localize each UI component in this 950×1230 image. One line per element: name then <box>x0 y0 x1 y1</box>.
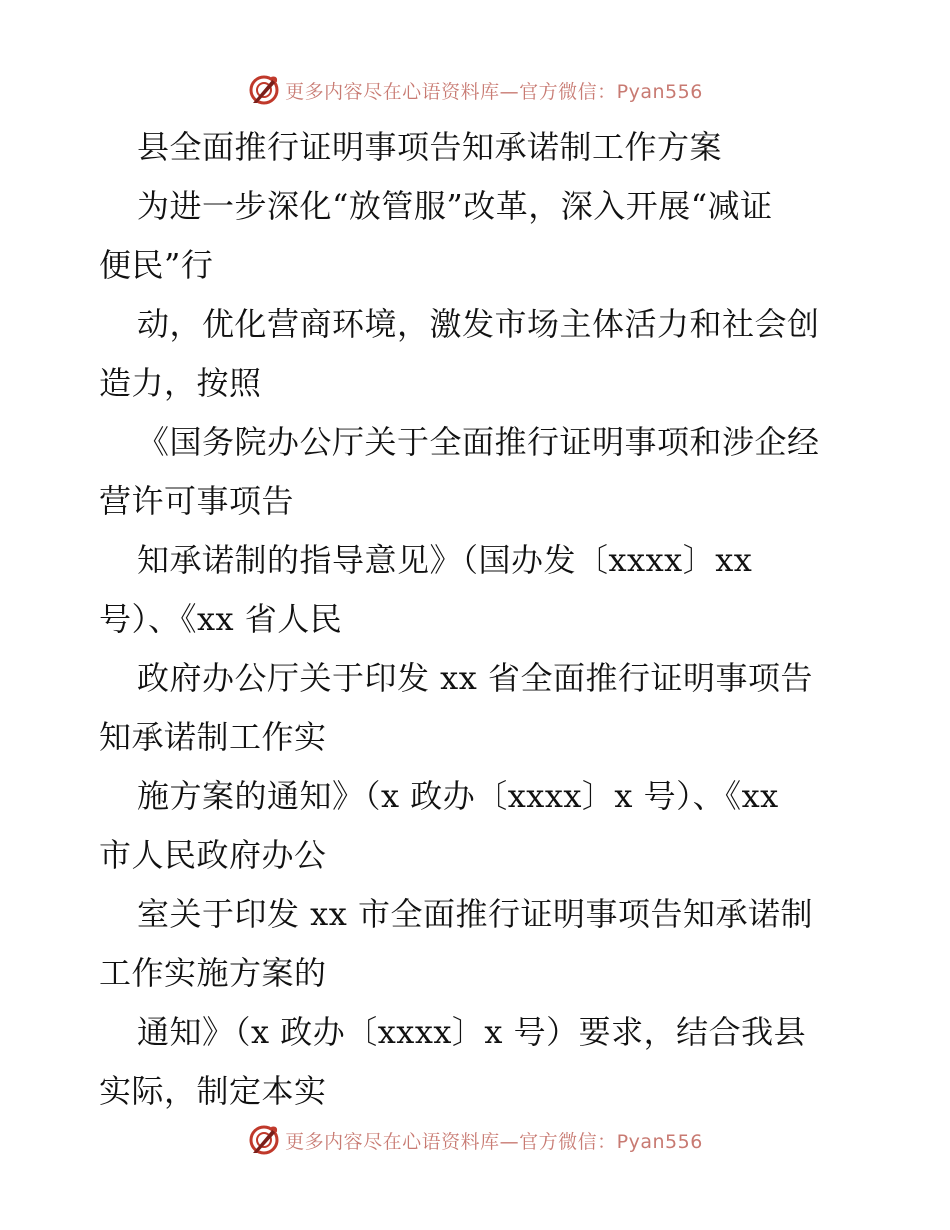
document-body <box>99 118 859 1121</box>
text-line: 造力，按照 <box>99 364 262 402</box>
text-line: 动，优化营商环境，激发市场主体活力和社会创 <box>137 305 820 343</box>
footer-banner <box>0 1120 950 1160</box>
text-line: 营许可事项告 <box>99 482 295 520</box>
text-line: 为进一步深化“放管服”改革，深入开展“减证 <box>137 187 773 225</box>
footer-banner-text: 更多内容尽在心语资料库—官方微信：Pyan556 <box>285 1130 703 1153</box>
quill-logo-icon <box>247 73 281 107</box>
text-line: 市人民政府办公 <box>99 836 327 874</box>
text-line: 知承诺制的指导意见》（国办发〔xxxx〕xx <box>137 541 753 579</box>
text-line: 施方案的通知》（x 政办〔xxxx〕x 号）、《xx <box>137 777 779 815</box>
text-line: 实际，制定本实 <box>99 1072 327 1110</box>
text-line: 工作实施方案的 <box>99 954 327 992</box>
text-line: 知承诺制工作实 <box>99 718 327 756</box>
text-line: 政府办公厅关于印发 xx 省全面推行证明事项告 <box>137 659 813 697</box>
text-line: 便民”行 <box>99 246 214 284</box>
text-line: 号）、《xx 省人民 <box>99 600 343 638</box>
text-line: 通知》（x 政办〔xxxx〕x 号）要求，结合我县 <box>137 1013 807 1051</box>
header-banner-text: 更多内容尽在心语资料库—官方微信：Pyan556 <box>285 80 703 103</box>
text-line: 室关于印发 xx 市全面推行证明事项告知承诺制 <box>137 895 813 933</box>
text-line: 《国务院办公厅关于全面推行证明事项和涉企经 <box>137 423 820 461</box>
quill-logo-icon <box>247 1123 281 1157</box>
document-title: 县全面推行证明事项告知承诺制工作方案 <box>137 128 723 166</box>
header-banner <box>0 70 950 110</box>
